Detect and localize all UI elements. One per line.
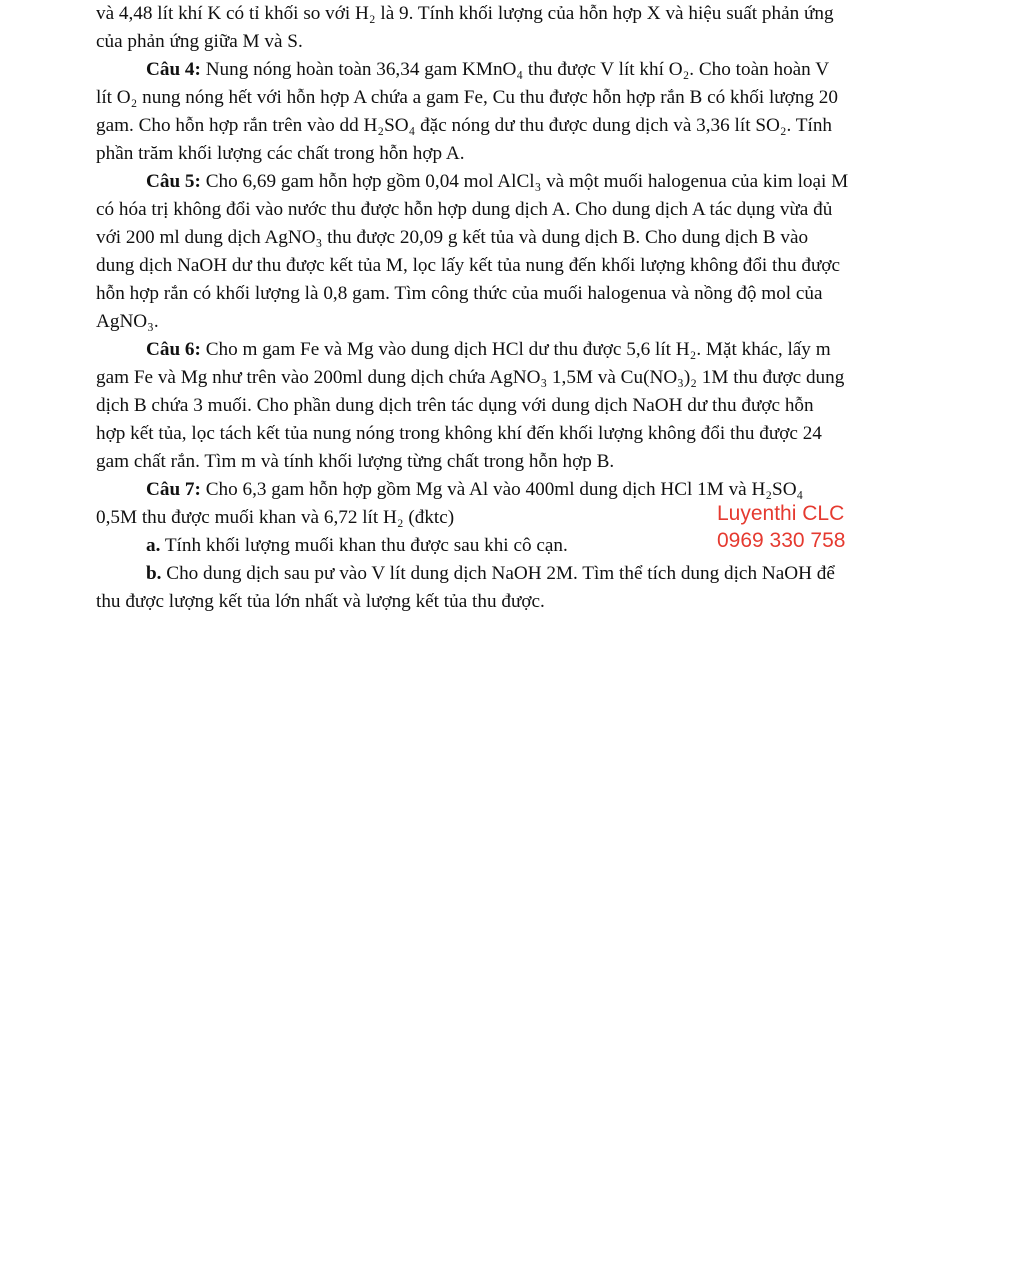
question-first-line <box>96 336 924 364</box>
question-label: Câu 6: <box>146 339 201 360</box>
question-6 <box>96 336 924 476</box>
paragraph-line: thu được lượng kết tủa lớn nhất và lượng kết tủa thu được. <box>96 591 545 612</box>
paragraph-line: gam chất rắn. Tìm m và tính khối lượng từng chất trong hỗn hợp B. <box>96 451 615 472</box>
sub-question-b <box>96 560 924 588</box>
watermark <box>717 500 845 554</box>
paragraph-line: hỗn hợp rắn có khối lượng là 0,8 gam. Tìm công thức của muối halogenua và nồng độ mol của <box>96 283 823 304</box>
paragraph-line: lít O₂ nung nóng hết với hỗn hợp A chứa a gam Fe, Cu thu được hỗn hợp rắn B có khối lượng 20 <box>96 87 838 108</box>
question-first-line <box>96 168 924 196</box>
paragraph-line: 0,5M thu được muối khan và 6,72 lít H₂ (đktc) <box>96 507 455 528</box>
paragraph-line: dung dịch NaOH dư thu được kết tủa M, lọc lấy kết tủa nung đến khối lượng không đổi thu được <box>96 255 841 276</box>
paragraph-line: và 4,48 lít khí K có tỉ khối so với H₂ là 9. Tính khối lượng của hỗn hợp X và hiệu suất phản ứng <box>96 3 834 24</box>
paragraph-line: với 200 ml dung dịch AgNO₃ thu được 20,09 g kết tủa và dung dịch B. Cho dung dịch B vào <box>96 227 809 248</box>
paragraph-line: hợp kết tủa, lọc tách kết tủa nung nóng trong không khí đến khối lượng không đổi thu được 24 <box>96 423 822 444</box>
question-first-line <box>96 56 924 84</box>
paragraph-line: gam. Cho hỗn hợp rắn trên vào dd H₂SO₄ đặc nóng dư thu được dung dịch và 3,36 lít SO₂. Tính <box>96 115 833 136</box>
paragraph-line: dịch B chứa 3 muối. Cho phần dung dịch trên tác dụng với dung dịch NaOH dư thu được hỗn <box>96 395 814 416</box>
sub-question-label: b. <box>146 563 162 584</box>
paragraph-line: AgNO₃. <box>96 311 159 332</box>
paragraph-line: phần trăm khối lượng các chất trong hỗn hợp A. <box>96 143 465 164</box>
watermark-name: Luyenthi CLC <box>717 502 845 525</box>
sub-question-text: Cho dung dịch sau pư vào V lít dung dịch NaOH 2M. Tìm thể tích dung dịch NaOH để <box>161 563 835 584</box>
question-4 <box>96 56 924 168</box>
question-text: Cho 6,3 gam hỗn hợp gồm Mg và Al vào 400ml dung dịch HCl 1M và H₂SO₄ <box>200 479 804 500</box>
paragraph-line: gam Fe và Mg như trên vào 200ml dung dịch chứa AgNO₃ 1,5M và Cu(NO₃)₂ 1M thu được dung <box>96 367 845 388</box>
question-text: Cho 6,69 gam hỗn hợp gồm 0,04 mol AlCl₃ và một muối halogenua của kim loại M <box>200 171 849 192</box>
sub-question-text: Tính khối lượng muối khan thu được sau khi cô cạn. <box>160 535 568 556</box>
sub-question-label: a. <box>146 535 161 556</box>
question-text: Nung nóng hoàn toàn 36,34 gam KMnO₄ thu được V lít khí O₂. Cho toàn hoàn V <box>200 59 830 80</box>
question-5 <box>96 168 924 336</box>
question-label: Câu 4: <box>146 59 201 80</box>
question-label: Câu 5: <box>146 171 201 192</box>
question-text: Cho m gam Fe và Mg vào dung dịch HCl dư thu được 5,6 lít H₂. Mặt khác, lấy m <box>200 339 831 360</box>
question-label: Câu 7: <box>146 479 201 500</box>
paragraph-line: của phản ứng giữa M và S. <box>96 31 303 52</box>
paragraph-line: có hóa trị không đổi vào nước thu được hỗn hợp dung dịch A. Cho dung dịch A tác dụng vừa đủ <box>96 199 833 220</box>
watermark-phone: 0969 330 758 <box>717 529 846 552</box>
